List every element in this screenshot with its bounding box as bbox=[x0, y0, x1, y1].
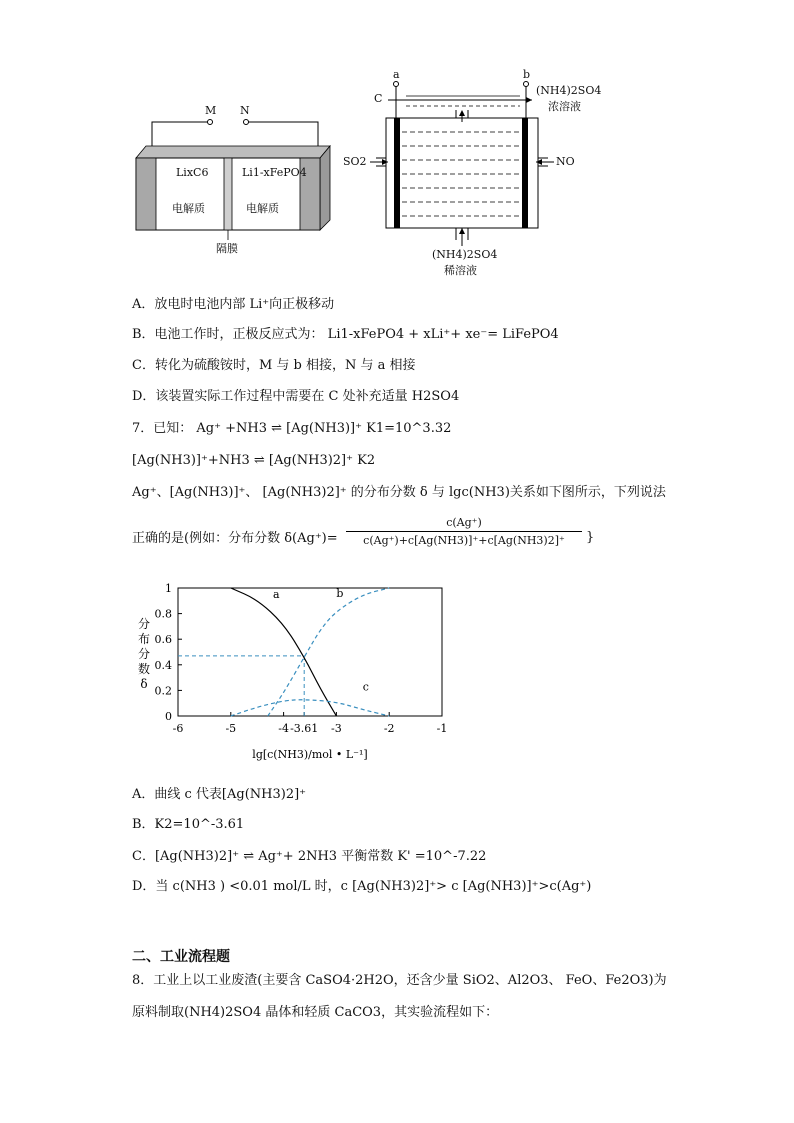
q6-option-b: B．电池工作时，正极反应式为： Li1-xFePO4 + xLi⁺+ xe⁻= LiFePO4 bbox=[132, 327, 559, 342]
terminal-b-label: b bbox=[523, 68, 531, 81]
bottom-concentration-label: 稀溶液 bbox=[444, 264, 477, 277]
q8-line-2: 原料制取(NH4)2SO4 晶体和轻质 CaCO3，其实验流程如下： bbox=[132, 1005, 499, 1020]
x-tick-label: -5 bbox=[225, 722, 237, 735]
series-b bbox=[268, 588, 389, 716]
q8-line-1: 8．工业上以工业废渣(主要含 CaSO4·2H2O，还含少量 SiO2、Al2O3、 FeO、Fe2O3)为 bbox=[132, 973, 667, 988]
so2-inlet-label: SO2 bbox=[343, 155, 367, 168]
inlet-c-label: C bbox=[374, 92, 383, 105]
y-tick-label: 1 bbox=[165, 582, 172, 595]
y-tick-label: 0.4 bbox=[154, 658, 172, 672]
y-tick-label: 0.2 bbox=[154, 684, 172, 698]
cathode-material: Li1-xFePO4 bbox=[242, 166, 307, 179]
series-label-b: b bbox=[336, 586, 344, 600]
distribution-chart bbox=[132, 578, 452, 768]
q7-line-4-prefix: 正确的是(例如：分布分数 δ(Ag⁺)= bbox=[132, 531, 338, 546]
q7-option-d: D．当 c(NH3 ) <0.01 mol/L 时，c [Ag(NH3)2]⁺> c [Ag(NH3)]⁺>c(Ag⁺) bbox=[132, 879, 592, 894]
y-axis-label-char: 分 bbox=[137, 647, 151, 661]
q6-option-c: C．转化为硫酸铵时，M 与 b 相接，N 与 a 相接 bbox=[132, 358, 416, 373]
q7-option-c: C．[Ag(NH3)2]⁺ ⇌ Ag⁺+ 2NH3 平衡常数 K' =10^-7.22 bbox=[132, 849, 487, 864]
terminal-a-label: a bbox=[393, 68, 400, 81]
q7-line-2: [Ag(NH3)]⁺+NH3 ⇌ [Ag(NH3)2]⁺ K2 bbox=[132, 453, 376, 468]
y-axis-label-char: δ bbox=[140, 677, 148, 691]
terminal-m-label: M bbox=[205, 104, 217, 117]
q7-line-1: 7．已知： Ag⁺ +NH3 ⇌ [Ag(NH3)]⁺ K1=10^3.32 bbox=[132, 421, 452, 436]
y-axis-label-char: 分 bbox=[137, 617, 151, 631]
q6-option-d: D．该装置实际工作过程中需要在 C 处补充适量 H2SO4 bbox=[132, 389, 460, 404]
x-tick-label: -1 bbox=[436, 722, 448, 735]
x-tick-label: -2 bbox=[383, 722, 395, 735]
outlet-product-label: (NH4)2SO4 bbox=[536, 84, 602, 97]
plot-frame bbox=[178, 588, 442, 716]
terminal-n-label: N bbox=[240, 104, 250, 117]
separator-label: 隔膜 bbox=[216, 242, 238, 255]
series-c bbox=[231, 700, 389, 716]
q7-line-4 bbox=[132, 530, 338, 548]
x-tick-label: -3.61 bbox=[290, 722, 319, 735]
section-title: 二、工业流程题 bbox=[132, 949, 230, 965]
battery-diagram bbox=[128, 100, 338, 260]
y-axis-label-char: 数 bbox=[137, 662, 151, 676]
y-tick-label: 0 bbox=[165, 710, 172, 723]
x-tick-label: -3 bbox=[331, 722, 342, 735]
x-axis-label: lg[c(NH3)/mol • L⁻¹] bbox=[252, 748, 368, 761]
y-tick-label: 0.8 bbox=[154, 607, 172, 621]
q7-line-4-suffix: } bbox=[586, 530, 595, 545]
bottom-feed-label: (NH4)2SO4 bbox=[432, 248, 498, 261]
x-tick-label: -6 bbox=[172, 722, 184, 735]
fraction bbox=[346, 516, 582, 547]
q7-line-3: Ag⁺、[Ag(NH3)]⁺、 [Ag(NH3)2]⁺ 的分布分数 δ 与 lgc(NH3)关系如下图所示，下列说法 bbox=[132, 485, 666, 500]
y-axis-label-char: 布 bbox=[137, 632, 151, 646]
left-electrolyte: 电解质 bbox=[172, 202, 205, 215]
outlet-concentration-label: 浓溶液 bbox=[548, 100, 581, 113]
q6-option-a: A．放电时电池内部 Li⁺向正极移动 bbox=[132, 297, 335, 312]
no-inlet-label: NO bbox=[556, 155, 575, 168]
electrolysis-cell-diagram bbox=[340, 70, 640, 275]
q7-option-a: A．曲线 c 代表[Ag(NH3)2]⁺ bbox=[132, 787, 307, 802]
fraction-denominator: c(Ag⁺)+c[Ag(NH3)]⁺+c[Ag(NH3)2]⁺ bbox=[363, 534, 565, 547]
fraction-numerator: c(Ag⁺) bbox=[346, 516, 582, 532]
q7-option-b: B．K2=10^-3.61 bbox=[132, 817, 245, 832]
right-electrolyte: 电解质 bbox=[246, 202, 279, 215]
series-label-c: c bbox=[362, 680, 369, 694]
y-tick-label: 0.6 bbox=[154, 633, 172, 647]
series-label-a: a bbox=[273, 588, 280, 602]
anode-material: LixC6 bbox=[176, 166, 209, 179]
x-tick-label: -4 bbox=[278, 722, 289, 735]
series-a bbox=[231, 588, 337, 716]
